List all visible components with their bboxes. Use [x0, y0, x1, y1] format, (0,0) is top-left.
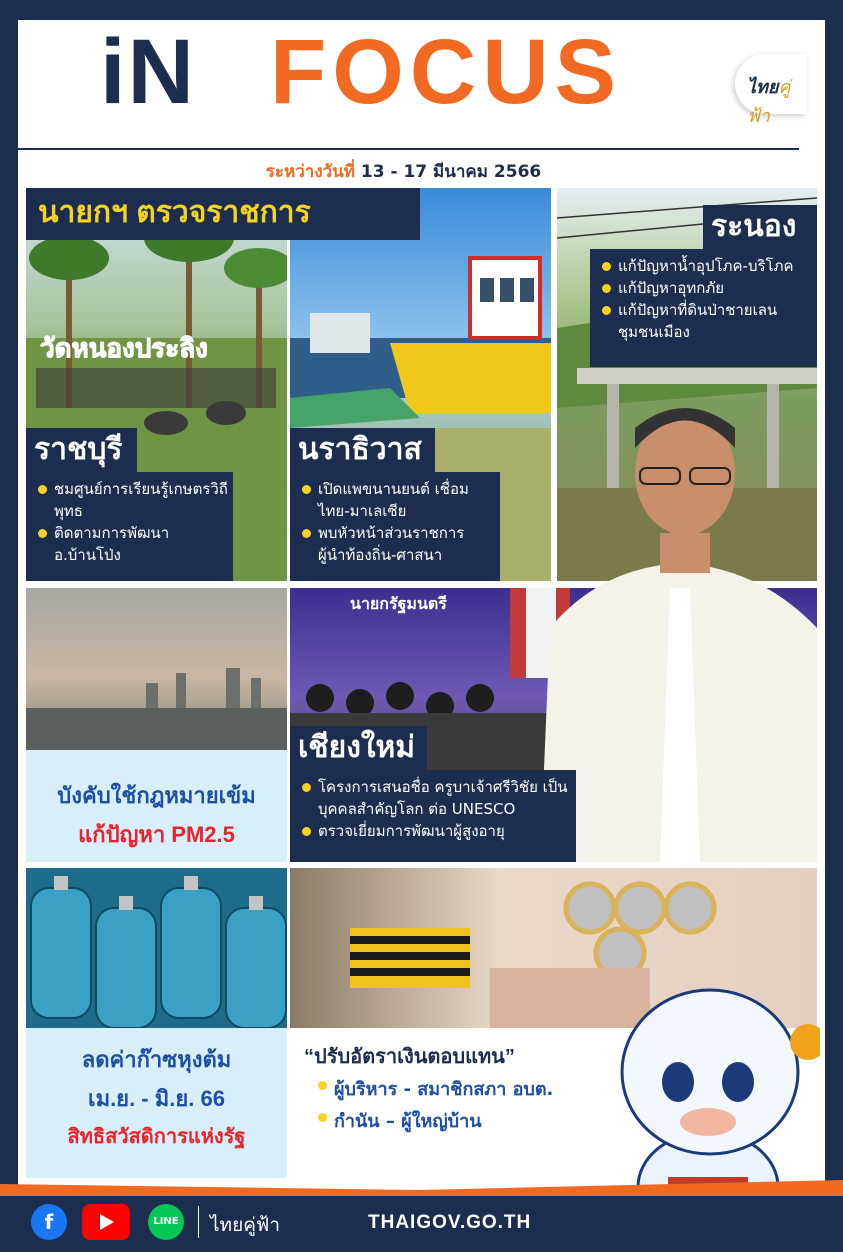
- footer-url[interactable]: THAIGOV.GO.TH: [368, 1212, 532, 1233]
- chiangmai-bullets-box: [290, 770, 576, 862]
- footer-divider: [198, 1206, 199, 1238]
- skyline-illustration: [26, 588, 287, 750]
- temple-sign: วัดหนองประลิง: [40, 333, 208, 363]
- pm25-line-2: แก้ปัญหา PM2.5: [78, 822, 235, 847]
- gas-line-1: ลดค่าก๊าซหุงต้ม: [81, 1047, 232, 1072]
- ratchaburi-bullets: [30, 478, 229, 566]
- gas-line-2: เม.ย. - มิ.ย. 66: [88, 1086, 225, 1111]
- logo-text-a: ไทย: [747, 77, 779, 97]
- ranong-heading: ระนอง: [711, 210, 797, 243]
- narathiwat-bullet-1: เปิดแพขนานยนต์ เชื่อมไทย-มาเลเซีย: [294, 478, 496, 522]
- inspection-banner: [26, 188, 420, 240]
- date-range: 13 - 17 มีนาคม 2566: [360, 162, 542, 182]
- date-line: [0, 158, 807, 185]
- narathiwat-bullets-box: [290, 472, 500, 581]
- ranong-bullet-3: แก้ปัญหาที่ดินป่าชายเลน ชุมชนเมือง: [594, 299, 813, 343]
- footer-brand: ไทยคู่ฟ้า: [210, 1214, 281, 1236]
- stage-backdrop-text: นายกรัฐมนตรี: [350, 596, 447, 613]
- chiangmai-bullet-2: ตรวจเยี่ยมการพัฒนาผู้สูงอายุ: [294, 820, 572, 842]
- footer-accent: [0, 1176, 843, 1196]
- chiangmai-heading-box: [290, 726, 427, 770]
- chiangmai-bullet-1: โครงการเสนอชื่อ ครูบาเจ้าศรีวิชัย เป็นบุคคลสำคัญโลก ต่อ UNESCO: [294, 776, 572, 820]
- prime-minister-portrait: [540, 398, 817, 862]
- ranong-bullet-2: แก้ปัญหาอุทกภัย: [594, 277, 813, 299]
- ranong-bullets: [594, 255, 813, 343]
- pm25-line-1: บังคับใช้กฎหมายเข้ม: [57, 783, 256, 808]
- thaikufah-logo: [735, 54, 807, 126]
- ratchaburi-bullet-2: ติดตามการพัฒนา อ.บ้านโป่ง: [30, 522, 229, 566]
- pay-bullet-1: ผู้บริหาร - สมาชิกสภา อบต.: [310, 1074, 553, 1106]
- ratchaburi-bullets-box: [26, 472, 233, 581]
- narathiwat-heading-box: [290, 428, 435, 472]
- pay-title: “ปรับอัตราเงินตอบแทน”: [304, 1046, 515, 1068]
- ratchaburi-heading-box: [26, 428, 137, 472]
- pay-bullets: [310, 1074, 553, 1138]
- ranong-heading-box: [703, 205, 817, 249]
- cylinders-illustration: [26, 868, 287, 1028]
- facebook-icon[interactable]: f: [31, 1204, 67, 1240]
- ratchaburi-bullet-1: ชมศูนย์การเรียนรู้เกษตรวิถีพุทธ: [30, 478, 229, 522]
- youtube-play-icon: [82, 1204, 130, 1240]
- pm25-panel: [26, 750, 287, 862]
- inspection-banner-title: นายกฯ ตรวจราชการ: [38, 196, 311, 229]
- chiangmai-bullets: [294, 776, 572, 842]
- ranong-bullets-box: [590, 249, 817, 367]
- line-icon[interactable]: LINE: [148, 1204, 184, 1240]
- narathiwat-heading: นราธิวาส: [298, 433, 422, 466]
- ranong-bullet-1: แก้ปัญหาน้ำอุปโภค-บริโภค: [594, 255, 813, 277]
- chiangmai-heading: เชียงใหม่: [298, 731, 416, 764]
- date-prefix: ระหว่างวันที่: [265, 162, 355, 182]
- pay-bullet-2: กำนัน – ผู้ใหญ่บ้าน: [310, 1106, 553, 1138]
- title-in: iN: [100, 21, 196, 123]
- smog-city-photo: [26, 588, 287, 750]
- youtube-icon[interactable]: [82, 1204, 130, 1240]
- ratchaburi-heading: ราชบุรี: [34, 433, 123, 466]
- narathiwat-bullets: [294, 478, 496, 566]
- gas-cylinders-photo: [26, 868, 287, 1028]
- gas-panel: [26, 1028, 287, 1178]
- logo-text-b: คู่ฟ้า: [747, 77, 791, 126]
- narathiwat-bullet-2: พบหัวหน้าส่วนราชการ ผู้นำท้องถิ่น-ศาสนา: [294, 522, 496, 566]
- title-focus: FOCUS: [270, 21, 622, 123]
- header-rule: [8, 148, 799, 150]
- portrait-illustration: [540, 398, 817, 862]
- gas-line-3: สิทธิสวัสดิการแห่งรัฐ: [67, 1126, 246, 1148]
